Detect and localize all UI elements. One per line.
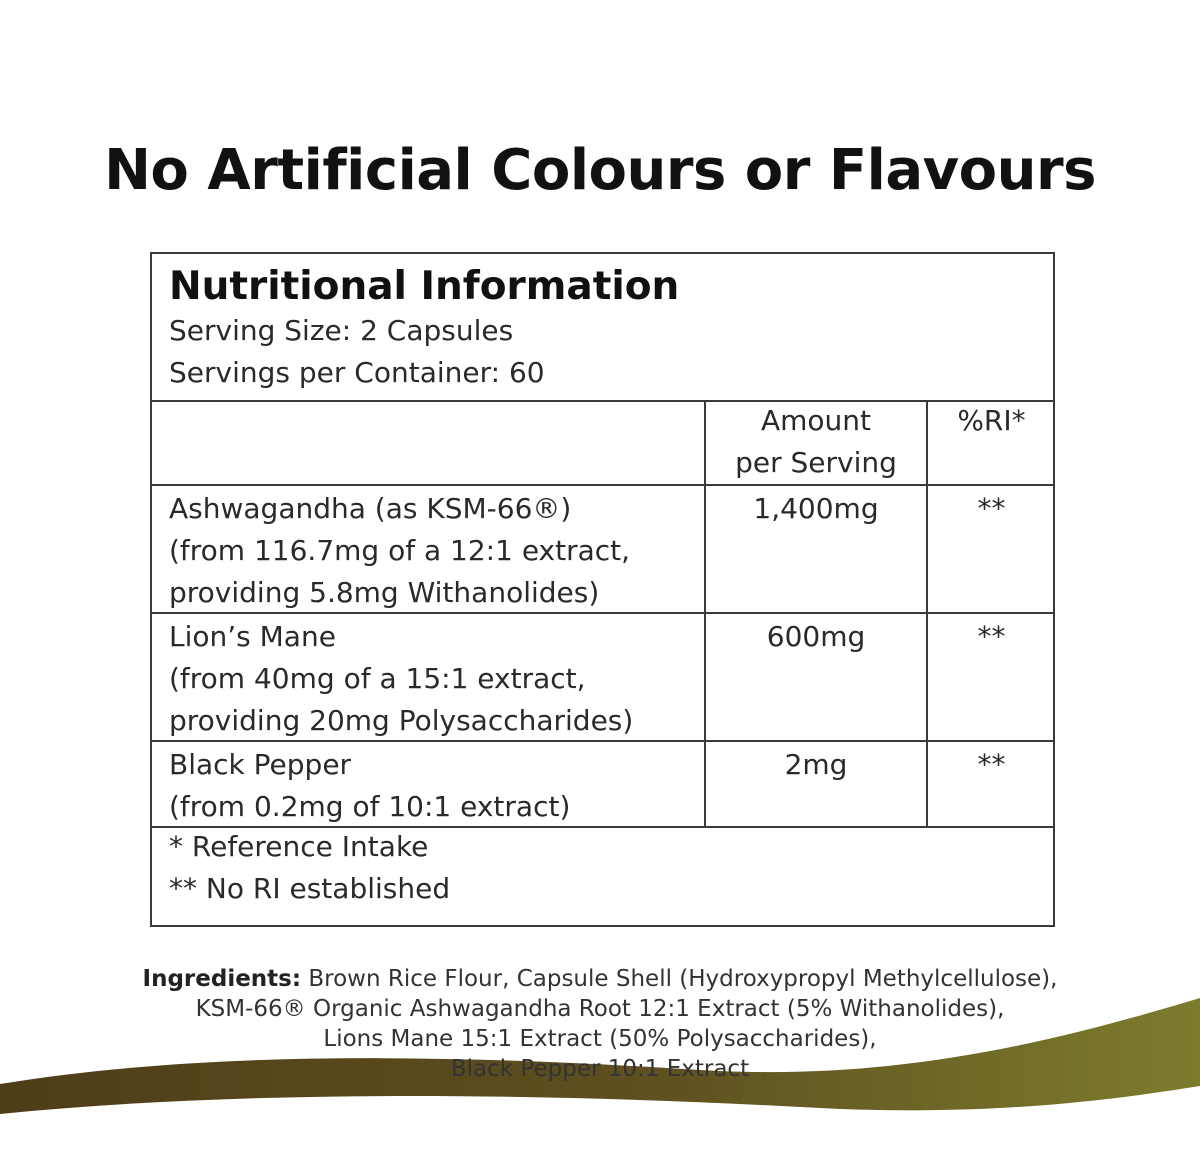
footnote-reference-intake: * Reference Intake <box>169 830 429 863</box>
ingredients-line: Lions Mane 15:1 Extract (50% Polysaccharides), <box>323 1026 877 1052</box>
ingredient-detail: (from 0.2mg of 10:1 extract) <box>169 790 571 823</box>
header-name-cell <box>152 400 704 484</box>
ingredient-name-cell <box>152 486 704 612</box>
footnote-no-ri: ** No RI established <box>169 872 451 905</box>
ingredients-text: Brown Rice Flour, Capsule Shell (Hydroxypropyl Methylcellulose), <box>301 966 1058 992</box>
ri-cell <box>926 486 1055 612</box>
nutrition-panel-header <box>152 254 1053 402</box>
ingredient-name: Lion’s Mane <box>169 620 336 653</box>
header-amount-line1: Amount <box>760 404 872 437</box>
ri-value: ** <box>977 748 1006 781</box>
ingredient-name: Ashwagandha (as KSM-66®) <box>169 492 572 525</box>
table-row <box>152 486 1053 614</box>
ri-cell <box>926 742 1055 826</box>
header-ri-cell <box>926 400 1055 484</box>
serving-size: Serving Size: 2 Capsules <box>169 314 514 347</box>
ingredients-line: KSM-66® Organic Ashwagandha Root 12:1 Extract (5% Withanolides), <box>195 996 1005 1022</box>
header-amount-line2: per Serving <box>735 446 897 479</box>
servings-per-container: Servings per Container: 60 <box>169 356 545 389</box>
ingredient-name-cell <box>152 742 704 826</box>
amount-cell <box>704 742 926 826</box>
ingredient-detail: (from 116.7mg of a 12:1 extract, <box>169 534 631 567</box>
table-header-row <box>152 400 1053 486</box>
table-row <box>152 614 1053 742</box>
ingredient-detail: (from 40mg of a 15:1 extract, <box>169 662 586 695</box>
ingredient-detail: providing 5.8mg Withanolides) <box>169 576 600 609</box>
page-headline: No Artificial Colours or Flavours <box>104 138 1096 203</box>
ingredient-detail: providing 20mg Polysaccharides) <box>169 704 634 737</box>
amount-cell <box>704 486 926 612</box>
header-amount-cell <box>704 400 926 484</box>
ingredient-name-cell <box>152 614 704 740</box>
ingredients-statement <box>0 964 1200 1084</box>
ri-value: ** <box>977 492 1006 525</box>
nutrition-panel <box>150 252 1055 927</box>
amount-value: 600mg <box>766 620 866 653</box>
ingredients-line <box>0 964 1200 994</box>
amount-cell <box>704 614 926 740</box>
nutrition-panel-title: Nutritional Information <box>169 264 680 309</box>
ingredient-name: Black Pepper <box>169 748 352 781</box>
ingredients-line: Black Pepper 10:1 Extract <box>450 1056 750 1082</box>
header-ri: %RI* <box>957 404 1026 437</box>
footnotes <box>152 826 1053 910</box>
ingredients-label: Ingredients: <box>142 966 302 992</box>
amount-value: 1,400mg <box>753 492 879 525</box>
table-row <box>152 742 1053 828</box>
ri-cell <box>926 614 1055 740</box>
ri-value: ** <box>977 620 1006 653</box>
amount-value: 2mg <box>784 748 848 781</box>
